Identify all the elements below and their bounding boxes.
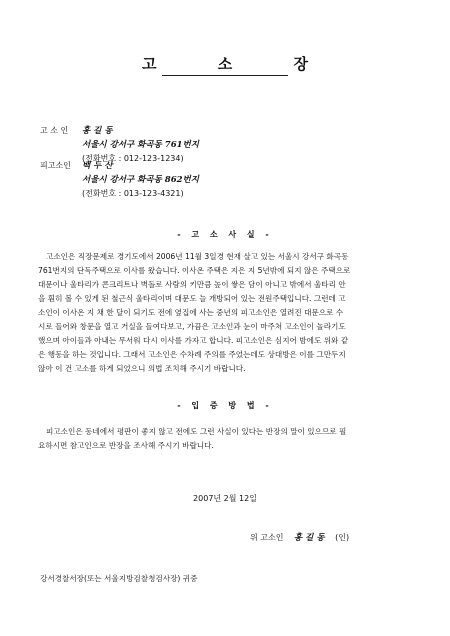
facts-line: 시로 들어와 창문을 열고 거실을 들여다보고, 가끔은 고소인과 눈이 마주쳐 고소인이 놀라기도 (38, 322, 346, 331)
title-underline (162, 75, 288, 76)
defendant-name: 백 두 산 (82, 161, 113, 171)
facts-line: 했으며 아이들과 아내는 무서워 다시 이사를 가자고 합니다. 피고소인은 심지어 밤에도 위와 같 (38, 336, 349, 345)
complainant-name: 홍 길 동 (82, 126, 113, 136)
addressee: 강서경찰서장(또는 서울지방검찰청검사장) 귀중 (40, 574, 198, 583)
facts-line: 고소인은 직장문제로 경기도에서 2006년 11월 3일경 현재 살고 있는 서울시 강서구 화곡동 (46, 252, 349, 261)
complainant-label: 고 소 인 (40, 126, 69, 135)
facts-line: 은 행동을 하는 것입니다. 그래서 고소인은 수차례 주의를 주었는데도 상대방은 이를 그만두지 (38, 350, 346, 359)
facts-heading: - 고 소 사 실 - (177, 230, 273, 239)
facts-line: 을 훤히 볼 수 있게 된 철근식 울타리이며 대문도 늘 개방되어 있는 전원주택입니다. 그런데 고 (38, 294, 346, 303)
defendant-address: 서울시 강서구 화곡동 862번지 (82, 175, 199, 185)
facts-paragraph (38, 250, 414, 376)
facts-line: 대문이나 울타리가 콘크리트나 벽돌로 사람의 키만큼 높이 쌓은 담이 아니고 밖에서 울타리 안 (38, 280, 346, 289)
signer-name: 홍 길 동 (294, 533, 325, 543)
facts-line: 761번지의 단독주택으로 이사를 왔습니다. 이사온 주택은 지은 지 5년밖에 되지 않은 주택으로 (38, 266, 351, 275)
defendant-block (40, 159, 199, 200)
evidence-line: 피고소인은 동네에서 평판이 좋지 않고 전에도 그런 사실이 있다는 반장의 말이 있으므로 필 (46, 427, 347, 436)
document-title: 고 소 장 (142, 55, 336, 73)
signature-line (250, 531, 349, 543)
filing-date: 2007년 2월 12일 (193, 494, 257, 503)
complainant-address: 서울시 강서구 화곡동 761번지 (82, 140, 199, 150)
evidence-line: 요하시면 참고인으로 반장을 조사해 주시기 바랍니다. (38, 441, 214, 450)
complainant-phone: (전화번호 : 012-123-1234) (82, 154, 184, 163)
evidence-heading: - 입 증 방 법 - (177, 401, 273, 410)
signer-prefix: 위 고소인 (250, 533, 284, 542)
defendant-label: 피고소인 (40, 161, 71, 170)
facts-line: 소인이 이사온 지 채 한 달이 되기도 전에 옆집에 사는 중년의 피고소인은 열려진 대문으로 수 (38, 308, 344, 317)
defendant-phone: (전화번호 : 013-123-4321) (82, 189, 184, 198)
evidence-paragraph (38, 425, 414, 453)
facts-line: 않아 이 건 고소를 하게 되었으니 의법 조치해 주시기 바랍니다. (38, 364, 246, 373)
seal-mark: (인) (335, 533, 350, 542)
